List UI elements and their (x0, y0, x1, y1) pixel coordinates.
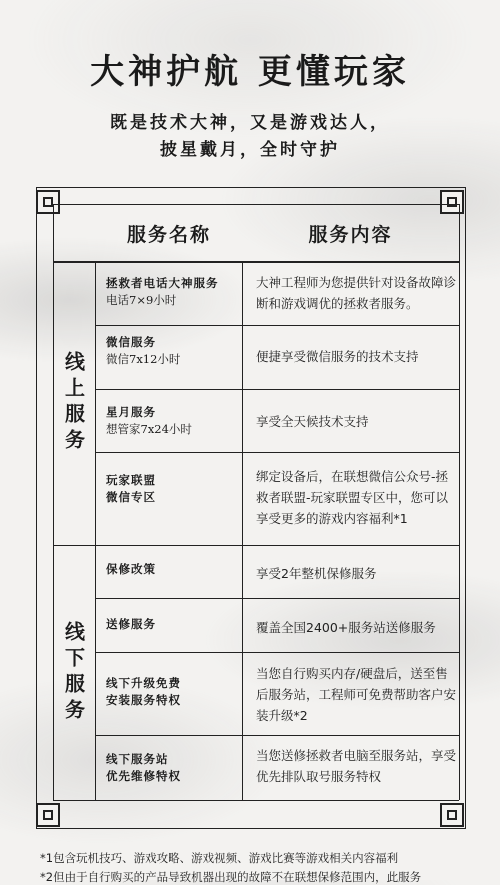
row-divider (95, 652, 459, 653)
category-offline: 线下服务 (61, 620, 86, 725)
service-desc-phone: 大神工程师为您提供针对设备故障诊断和游戏调优的拯救者服务。 (256, 275, 457, 311)
tagline-line-2: 披星戴月，全时守护 (160, 140, 340, 160)
service-name-xingyue: 星月服务 想管家7x24小时 (106, 405, 192, 436)
service-name-upgrade: 线下升级免费 安装服务特权 (106, 676, 181, 707)
page-title: 大神护航 更懂玩家 (90, 52, 410, 92)
service-name-player-alliance: 玩家联盟 微信专区 (106, 473, 156, 504)
service-name-wechat: 微信服务 微信7x12小时 (106, 335, 181, 366)
category-divider (53, 545, 459, 546)
category-online: 线上服务 (61, 351, 86, 455)
service-name-warranty: 保修改策 (106, 562, 156, 576)
table-border-right (459, 204, 460, 800)
footnote-2: *2但由于自行购买的产品导致机器出现的故障不在联想保修范围内，此服务 (40, 870, 422, 884)
header-service-name: 服务名称 (126, 224, 211, 246)
row-divider (95, 389, 459, 390)
service-desc-warranty: 享受2年整机保修服务 (256, 566, 377, 581)
service-name-priority: 线下服务站 优先维修特权 (106, 752, 181, 783)
tagline-line-1: 既是技术大神，又是游戏达人， (110, 113, 390, 133)
row-divider (95, 452, 459, 453)
table-border-bottom (53, 800, 459, 801)
service-desc-player-alliance: 绑定设备后，在联想微信公众号-拯救者联盟-玩家联盟专区中，您可以享受更多的游戏内容福利*1 (256, 469, 449, 526)
row-divider (95, 325, 459, 326)
footnote-1: *1包含玩机技巧、游戏攻略、游戏视频、游戏比赛等游戏相关内容福利 (40, 851, 399, 865)
service-desc-repair: 覆盖全国2400+服务站送修服务 (256, 620, 436, 635)
corner-ornament-bottom-right (440, 803, 464, 827)
category-column-divider (95, 261, 96, 800)
service-desc-xingyue: 享受全天候技术支持 (256, 414, 369, 429)
corner-ornament-bottom-left (36, 803, 60, 827)
header-service-content: 服务内容 (308, 224, 393, 246)
service-name-repair: 送修服务 (106, 617, 156, 631)
row-divider (95, 735, 459, 736)
header-divider (53, 261, 459, 263)
content-column-divider (242, 261, 243, 800)
service-desc-upgrade: 当您自行购买内存/硬盘后，送至售后服务站，工程师可免费帮助客户安装升级*2 (256, 666, 457, 723)
service-name-phone: 拯救者电话大神服务 电话7×9小时 (106, 276, 219, 307)
row-divider (95, 598, 459, 599)
service-desc-wechat: 便捷享受微信服务的技术支持 (256, 349, 419, 364)
corner-ornament-top-left (36, 190, 60, 214)
service-desc-priority: 当您送修拯救者电脑至服务站，享受优先排队取号服务特权 (256, 748, 457, 784)
